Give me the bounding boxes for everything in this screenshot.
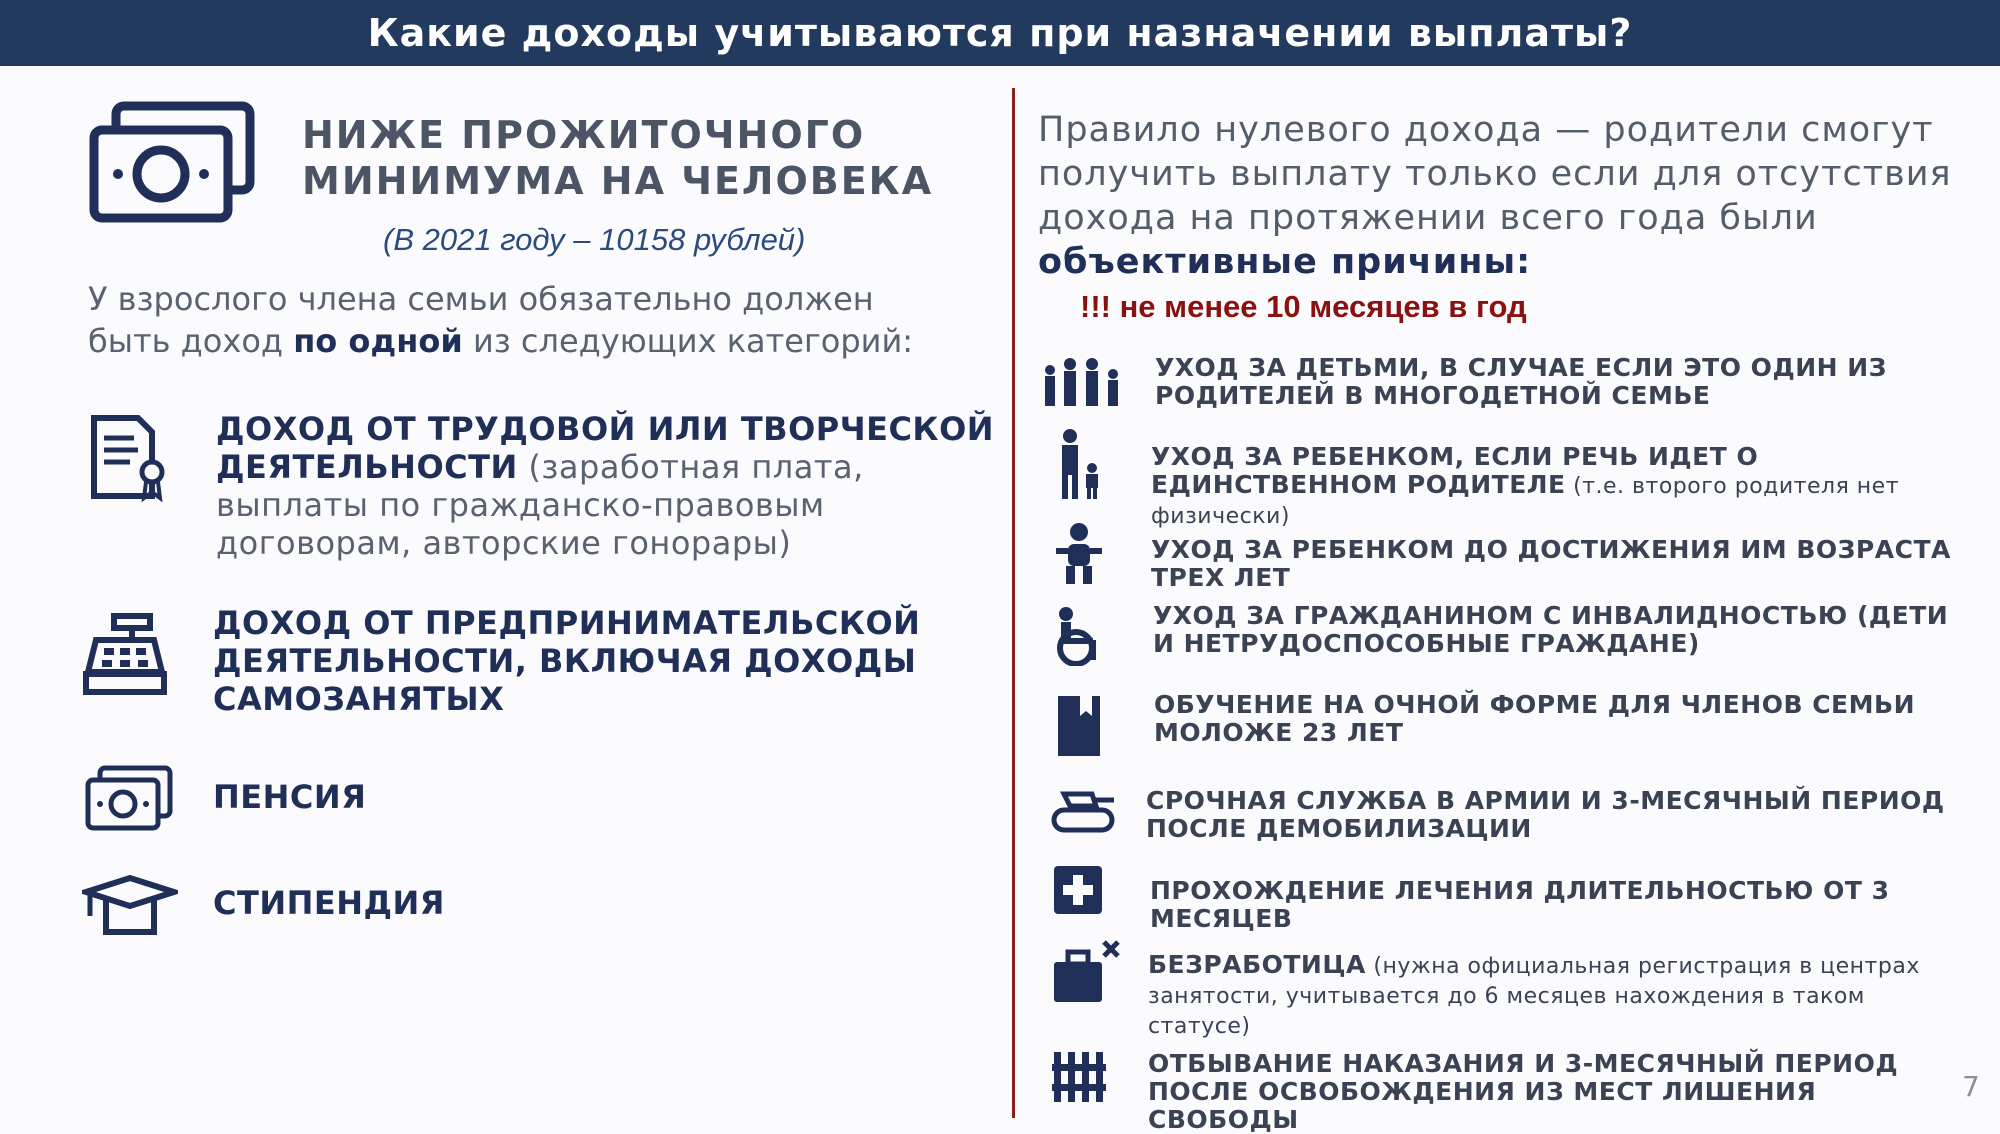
category-labor-income: ДОХОД ОТ ТРУДОВОЙ ИЛИ ТВОРЧЕСКОЙ ДЕЯТЕЛЬНОСТИ (заработная плата, выплаты по гражданско-правовым договорам, авторские гонорары): [216, 410, 995, 562]
intro-text: У взрослого члена семьи обязательно должен быть доход по одной из следующих категорий:: [88, 280, 914, 360]
prison-bars-icon: [1052, 1052, 1108, 1102]
warning-note: !!! не менее 10 месяцев в год: [1080, 289, 1527, 324]
banknote-icon: [84, 764, 174, 832]
rule-emphasis: объективные причины:: [1038, 242, 1532, 282]
threshold-note: (В 2021 году – 10158 рублей): [383, 222, 806, 257]
reason-medical-treatment: ПРОХОЖДЕНИЕ ЛЕЧЕНИЯ ДЛИТЕЛЬНОСТЬЮ ОТ 3 МЕСЯЦЕВ: [1150, 876, 1890, 933]
graduation-cap-icon: [82, 872, 178, 940]
reason-military-service: СРОЧНАЯ СЛУЖБА В АРМИИ И 3-МЕСЯЧНЫЙ ПЕРИОД ПОСЛЕ ДЕМОБИЛИЗАЦИИ: [1146, 786, 1945, 843]
reason-unemployment: БЕЗРАБОТИЦА (нужна официальная регистрация в центрах занятости, учитывается до 6 месяцев нахождения в таком статусе): [1148, 950, 1920, 1039]
intro-emphasis: по одной: [293, 322, 463, 360]
baby-icon: [1054, 522, 1104, 586]
category-pension: ПЕНСИЯ: [213, 778, 367, 816]
reason-single-parent: УХОД ЗА РЕБЕНКОМ, ЕСЛИ РЕЧЬ ИДЕТ О ЕДИНСТВЕННОМ РОДИТЕЛЕ (т.е. второго родителя нет физически): [1151, 442, 1900, 529]
reason-large-family: УХОД ЗА ДЕТЬМИ, В СЛУЧАЕ ЕСЛИ ЭТО ОДИН ИЗ РОДИТЕЛЕЙ В МНОГОДЕТНОЙ СЕМЬЕ: [1155, 353, 1887, 410]
threshold-line-1: НИЖЕ ПРОЖИТОЧНОГО: [302, 113, 866, 157]
certificate-icon: [86, 412, 166, 502]
reason-child-under-three: УХОД ЗА РЕБЕНКОМ ДО ДОСТИЖЕНИЯ ИМ ВОЗРАСТА ТРЕХ ЛЕТ: [1151, 535, 1951, 592]
category-business-income: ДОХОД ОТ ПРЕДПРИНИМАТЕЛЬСКОЙ ДЕЯТЕЛЬНОСТИ, ВКЛЮЧАЯ ДОХОДЫ САМОЗАНЯТЫХ: [213, 604, 921, 718]
threshold-line-2: МИНИМУМА НА ЧЕЛОВЕКА: [302, 159, 934, 203]
briefcase-x-icon: [1052, 938, 1122, 1004]
parent-child-icon: [1054, 428, 1104, 500]
family-icon: [1040, 356, 1126, 408]
wheelchair-icon: [1052, 606, 1108, 666]
book-icon: [1056, 694, 1102, 758]
category-scholarship: СТИПЕНДИЯ: [213, 884, 445, 922]
zero-income-rule: Правило нулевого дохода — родители смогут получить выплату только если для отсутствия дохода на протяжении всего года были объективные причины:: [1038, 110, 1952, 282]
reason-imprisonment: ОТБЫВАНИЕ НАКАЗАНИЯ И 3-МЕСЯЧНЫЙ ПЕРИОД ПОСЛЕ ОСВОБОЖДЕНИЯ ИЗ МЕСТ ЛИШЕНИЯ СВОБОДЫ: [1148, 1049, 1899, 1134]
page-number: 7: [1962, 1070, 1980, 1103]
reason-disabled-care: УХОД ЗА ГРАЖДАНИНОМ С ИНВАЛИДНОСТЬЮ (ДЕТИ И НЕТРУДОСПОСОБНЫЕ ГРАЖДАНЕ): [1153, 601, 1949, 658]
money-stack-icon: [88, 100, 258, 225]
reason-full-time-study: ОБУЧЕНИЕ НА ОЧНОЙ ФОРМЕ ДЛЯ ЧЛЕНОВ СЕМЬИ МОЛОЖЕ 23 ЛЕТ: [1154, 690, 1915, 747]
medical-cross-icon: [1054, 866, 1102, 914]
slide-title: Какие доходы учитываются при назначении выплаты?: [0, 0, 2000, 66]
tank-icon: [1050, 790, 1116, 834]
cash-register-icon: [82, 612, 168, 698]
column-divider: [1012, 88, 1015, 1118]
